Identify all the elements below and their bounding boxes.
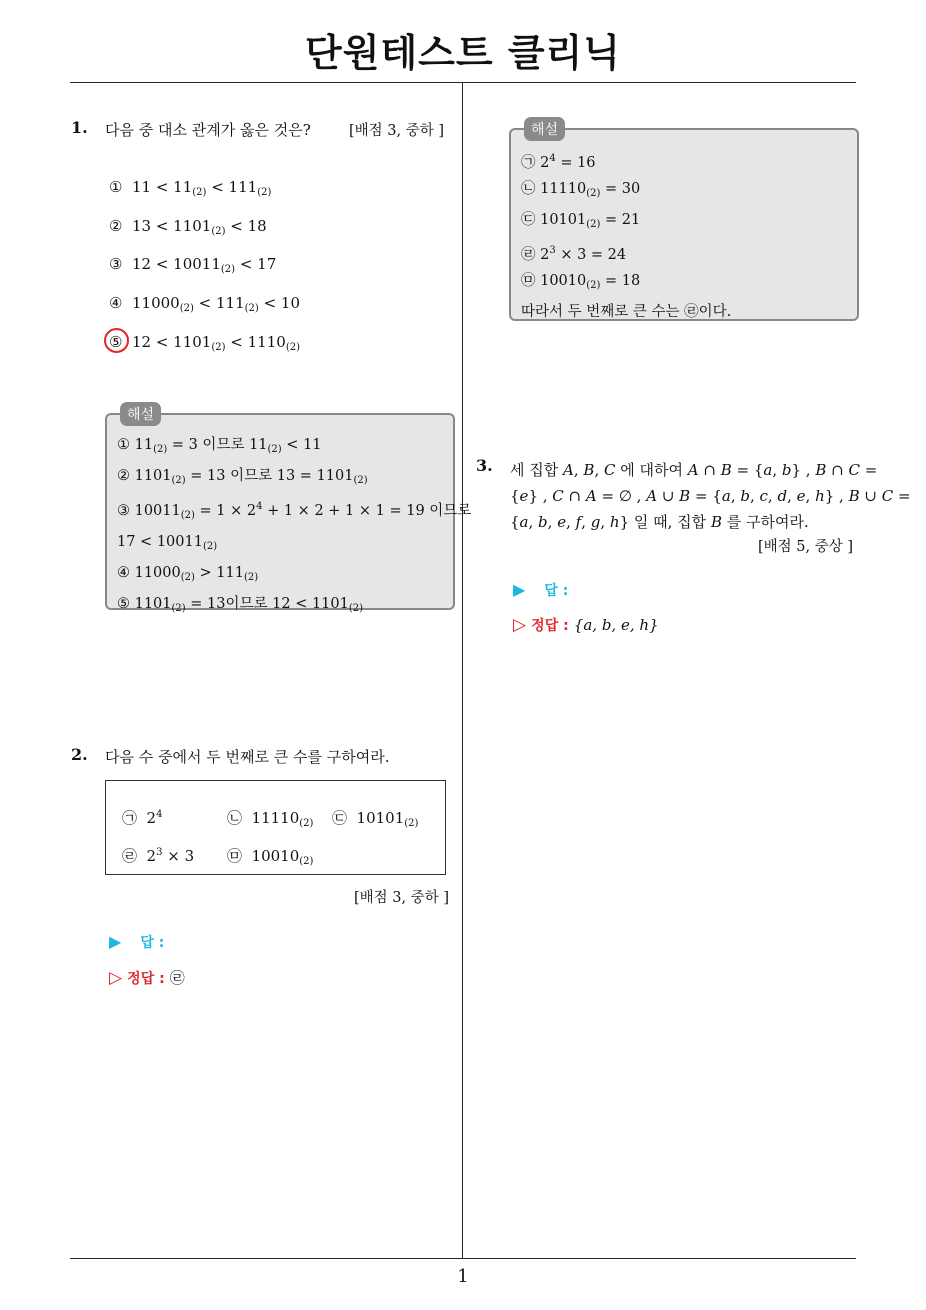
choice-mark: ② — [109, 217, 123, 235]
q3-answer-label: 답 : — [544, 583, 569, 599]
option-mark: ㉡ — [227, 809, 243, 827]
q3-correct-label: 정답 : — [531, 618, 569, 634]
q3-answer-row[interactable] — [513, 580, 568, 600]
q1-choice-1[interactable]: ① $11 < 11_{(2)} < 111_{(2)}$ — [109, 178, 272, 198]
q2-option-a: ㉠ $2^4$ — [122, 809, 163, 827]
q3-correct-value: {a, b, e, h} — [573, 616, 659, 634]
choice-mark: ④ — [109, 294, 123, 312]
solution-line: ④ $11000_{(2)} > 111_{(2)}$ — [117, 565, 259, 583]
q2-option-c: ㉢ $10101_{(2)}$ — [332, 809, 419, 829]
q2-solution-tag: 해설 — [524, 117, 565, 141]
outline-play-icon: ▷ — [513, 615, 527, 635]
solution-line: ③ $10011_{(2)} = 1 \times 2^4 + 1 \times 2 + 1 \times 1 = 19$ 이므로 — [117, 501, 472, 521]
solution-line: ㉡ $11110_{(2)} = 30$ — [521, 181, 641, 199]
outline-play-icon: ▷ — [109, 968, 123, 988]
page-number: 1 — [457, 1266, 469, 1287]
q3-score: [배점 5, 중상 ] — [758, 539, 854, 555]
q2-option-b: ㉡ $11110_{(2)}$ — [227, 809, 314, 829]
selected-answer-circle — [104, 328, 129, 353]
solution-line: 따라서 두 번째로 큰 수는 ㉣이다. — [521, 304, 732, 320]
solution-line: ㉤ $10010_{(2)} = 18$ — [521, 273, 641, 291]
footer-divider — [70, 1258, 856, 1259]
q2-correct-value: ㉣ — [169, 969, 185, 987]
solution-line: ⑤ $1101_{(2)} = 13$이므로 $12 < 1101_{(2)}$ — [117, 596, 364, 614]
q2-correct-label: 정답 : — [127, 971, 165, 987]
q3-text-line: {e} , C ∩ A = ∅ , A ∪ B = {a, b, c, d, e, h} , B ∪ C = — [510, 487, 911, 505]
q2-option-e: ㉤ $10010_{(2)}$ — [227, 847, 314, 867]
solution-line: ① $11_{(2)} = 3$ 이므로 $11_{(2)} < 11$ — [117, 437, 322, 455]
q1-choice-3[interactable]: ③ $12 < 10011_{(2)} < 17$ — [109, 255, 277, 275]
q1-solution-body — [117, 432, 471, 622]
solution-line: ② $1101_{(2)} = 13$ 이므로 $13 = 1101_{(2)}$ — [117, 468, 368, 486]
solution-line: $17 < 10011_{(2)}$ — [117, 534, 218, 552]
q2-text: 다음 수 중에서 두 번째로 큰 수를 구하여라. — [105, 748, 390, 766]
q1-solution-tag: 해설 — [120, 402, 161, 426]
play-icon: ▶ — [513, 580, 526, 599]
q2-correct-row — [109, 967, 185, 988]
q2-option-d: ㉣ $2^3 \times 3$ — [122, 847, 195, 865]
solution-line: ㉠ $2^4 = 16$ — [521, 153, 596, 171]
q1-text: 다음 중 대소 관계가 옳은 것은? — [105, 121, 311, 139]
q1-score: [배점 3, 중하 ] — [349, 123, 445, 139]
solution-line: ㉣ $2^3 \times 3 = 24$ — [521, 245, 627, 263]
page-title: 단원테스트 클리닉 — [305, 31, 621, 75]
q1-choice-5[interactable]: ⑤ $12 < 1101_{(2)} < 1110_{(2)}$ — [109, 333, 300, 353]
option-mark: ㉠ — [122, 809, 138, 827]
option-mark: ㉢ — [332, 809, 348, 827]
q1-choice-4[interactable]: ④ $11000_{(2)} < 111_{(2)} < 10$ — [109, 294, 301, 314]
q1-choice-2[interactable]: ② $13 < 1101_{(2)} < 18$ — [109, 217, 267, 237]
choice-mark: ① — [109, 178, 123, 196]
column-divider — [462, 83, 463, 1259]
option-mark: ㉤ — [227, 847, 243, 865]
q1-number: 1. — [71, 118, 88, 137]
choice-mark: ③ — [109, 255, 123, 273]
q2-answer-label: 답 : — [140, 935, 165, 951]
q3-text-line: {a, b, e, f, g, h} 일 때, 집합 B 를 구하여라. — [510, 513, 809, 531]
header-divider — [70, 82, 856, 83]
q3-text-line: 세 집합 A, B, C 에 대하여 A ∩ B = {a, b} , B ∩ C = — [510, 461, 878, 479]
q3-number: 3. — [476, 456, 493, 475]
q3-text — [510, 457, 911, 535]
q2-score: [배점 3, 중하 ] — [354, 890, 450, 906]
solution-line: ㉢ $10101_{(2)} = 21$ — [521, 212, 641, 230]
choice-mark: ⑤ — [109, 333, 123, 351]
play-icon: ▶ — [109, 932, 122, 951]
q2-answer-row[interactable] — [109, 932, 164, 952]
option-mark: ㉣ — [122, 847, 138, 865]
q3-correct-row — [513, 615, 659, 635]
q2-solution-body — [521, 146, 731, 325]
q2-number: 2. — [71, 745, 88, 764]
